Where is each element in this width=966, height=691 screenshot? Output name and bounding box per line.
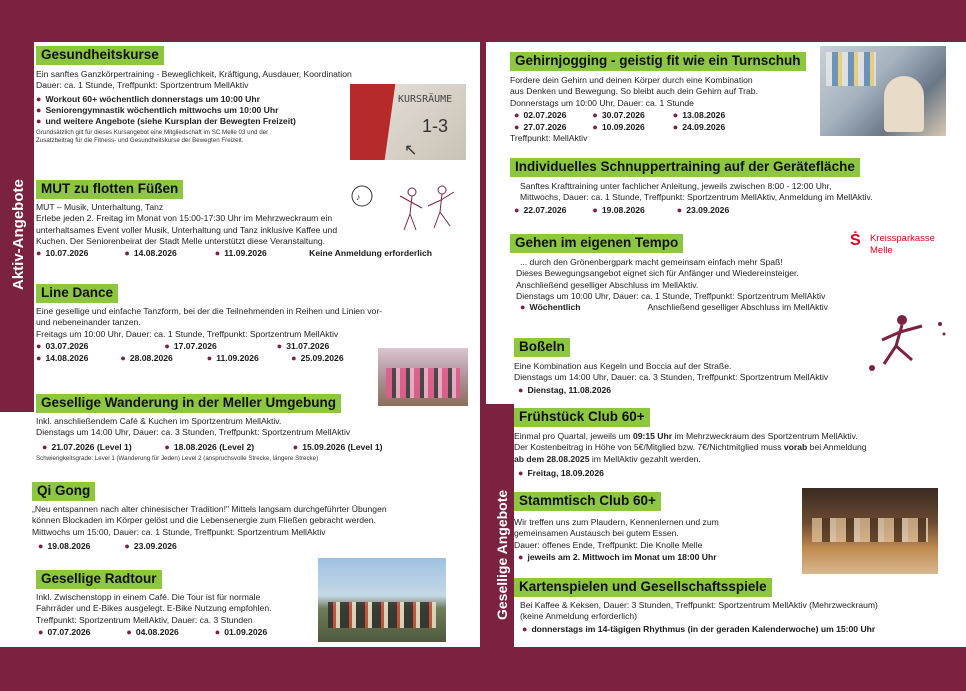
- fine-print: Schwierigkeitsgrade: Level 1 (Wanderung für Jeden) Level 2 (anspruchsvolle Strecke, längere Strecke): [36, 454, 319, 462]
- sparkasse-icon: Ṡ: [850, 232, 861, 249]
- list-item-label: und weitere Angebote (siehe Kursplan der Bewegten Freizeit): [45, 116, 296, 127]
- date-list: ● 21.07.2026 (Level 1) ● 18.08.2026 (Level 2) ● 15.09.2026 (Level 1): [42, 441, 383, 452]
- desc: Treffpunkt: Sportzentrum MellAktiv, Dauer: ca. 3 Stunden: [36, 614, 253, 625]
- sparkasse-name: Kreissparkasse: [870, 233, 935, 244]
- desc: Inkl. anschließendem Café & Kuchen im Sportzentrum MellAktiv.: [36, 416, 282, 426]
- date: 13.08.2026: [682, 109, 726, 120]
- desc: unterhaltsames Event voller Musik, Unterhaltung und Tanz inklusive Kaffee und: [36, 224, 338, 235]
- desc: Eine Kombination aus Kegeln und Boccia auf der Straße.: [514, 361, 732, 371]
- date: 02.07.2026: [523, 109, 567, 120]
- section-schnuppertraining: [510, 158, 960, 216]
- date: 18.08.2026 (Level 2): [173, 441, 255, 452]
- desc: und nebeneinander tanzen.: [36, 317, 141, 328]
- section-wanderung: [36, 394, 476, 463]
- date: Dienstag, 11.08.2026: [527, 384, 612, 395]
- date-list: ● 10.07.2026 ● 14.08.2026 ● 11.09.2026 Keine Anmeldung erforderlich: [36, 248, 433, 259]
- date: 01.09.2026: [224, 626, 268, 637]
- aktiv-sidebar-label: Aktiv-Angebote: [10, 179, 27, 290]
- list-item: ● und weitere Angebote (siehe Kursplan der Bewegten Freizeit): [36, 116, 296, 127]
- desc: können Blockaden im Körper gelöst und die Lebensenergie zum Fließen gebracht werden.: [32, 515, 376, 526]
- desc: Eine gesellige und einfache Tanzform, bei der die Teilnehmenden in Reihen und Linien vor-: [36, 306, 383, 316]
- date-list: ● 22.07.2026 ● 19.08.2026 ● 23.09.2026: [514, 204, 730, 215]
- date: 15.09.2026 (Level 1): [302, 441, 383, 452]
- svg-text:♪: ♪: [356, 192, 361, 202]
- section-title: Stammtisch Club 60+: [514, 492, 661, 511]
- section-title: Frühstück Club 60+: [514, 408, 650, 427]
- list-item: ● Seniorengymnastik wöchentlich mittwochs um 10:00 Uhr: [36, 104, 279, 115]
- desc: Bei Kaffee & Keksen, Dauer: 3 Stunden, Treffpunkt: Sportzentrum MellAktiv (Mehrzweckraum): [520, 600, 878, 610]
- desc: Ein sanftes Ganzkörpertraining - Beweglichkeit, Kräftigung, Ausdauer, Koordination: [36, 69, 352, 79]
- date: 11.09.2026: [216, 352, 259, 363]
- kursraeume-photo: [350, 84, 466, 160]
- desc-part: im MellAktiv gezahlt werden.: [589, 453, 701, 464]
- radtour-photo: [318, 558, 446, 642]
- date-list: ● 02.07.2026 ● 30.07.2026 ● 13.08.2026: [514, 109, 726, 120]
- date-list: ● Freitag, 18.09.2026: [518, 467, 604, 478]
- desc: aus Denken und Bewegung. So bleibt auch dein Gehirn auf Trab.: [510, 86, 758, 97]
- section-qi-gong: [32, 482, 476, 552]
- desc-part: im Mehrzweckraum des Sportzentrum MellAktiv.: [672, 431, 858, 441]
- desc: Erlebe jeden 2. Freitag im Monat von 15:00-17:30 Uhr im Mehrzweckraum ein: [36, 213, 333, 224]
- date: 30.07.2026: [601, 109, 645, 120]
- desc-part: Der Kostenbeitrag in Höhe von 5€/Mitglied bzw. 7€/Nichtmitglied muss: [514, 442, 784, 453]
- desc-part: bei Anmeldung: [807, 442, 867, 453]
- section-title: Boßeln: [514, 338, 570, 357]
- desc: (keine Anmeldung erforderlich): [520, 611, 638, 622]
- date: 07.07.2026: [47, 626, 91, 637]
- date: 19.08.2026: [47, 540, 91, 551]
- section-radtour: [36, 570, 336, 638]
- desc: gemeinsamen Austausch bei gutem Essen.: [514, 528, 679, 539]
- date: 28.08.2026: [129, 352, 173, 363]
- desc: Treffpunkt: MellAktiv: [510, 132, 588, 143]
- date: 21.07.2026 (Level 1): [51, 441, 132, 452]
- section-gehirnjogging: [510, 52, 820, 144]
- sparkasse-city: Melle: [870, 245, 893, 256]
- desc: Dienstags um 10:00 Uhr, Dauer: ca. 1 Stunde, Treffpunkt: Sportzentrum MellAktiv: [516, 290, 826, 301]
- aktiv-sidebar: [0, 42, 34, 412]
- desc-part: Einmal pro Quartal, jeweils um: [514, 431, 633, 441]
- date: 14.08.2026: [45, 352, 89, 363]
- desc: [514, 442, 964, 453]
- gesellige-sidebar-label: Gesellige Angebote: [494, 489, 510, 620]
- desc: Kuchen. Der Seniorenbeirat der Stadt Melle unterstützt diese Veranstaltung.: [36, 235, 326, 246]
- desc: Donnerstags um 10:00 Uhr, Dauer: ca. 1 Stunde: [510, 97, 694, 108]
- bosseln-figure-icon: [862, 310, 950, 376]
- desc: Fordere dein Gehirn und deinen Körper durch eine Kombination: [510, 75, 753, 85]
- sparkasse-logo: [850, 230, 960, 258]
- list-item: ● Wöchentlich Anschließend geselliger Abschluss im MellAktiv: [520, 302, 828, 313]
- arrow-icon: ↖: [404, 142, 418, 159]
- date: 17.07.2026: [173, 340, 217, 351]
- left-page: [0, 42, 480, 647]
- date-list: ● 19.08.2026 ● 23.09.2026: [38, 540, 177, 551]
- desc: [514, 431, 964, 442]
- left-accent-bar: [0, 386, 34, 402]
- section-title: Gesellige Wanderung in der Meller Umgebung: [36, 394, 341, 413]
- section-title: MUT zu flotten Füßen: [36, 180, 183, 199]
- date: 04.08.2026: [135, 626, 179, 637]
- photo-sign-text: KURSRÄUME: [398, 94, 453, 105]
- date-list: ● 14.08.2026 ● 28.08.2026 ● 11.09.2026 ● 25.09.2026: [36, 352, 344, 363]
- desc-part: vorab: [783, 442, 808, 453]
- date-list: ● 03.07.2026 ● 17.07.2026 ● 31.07.2026: [36, 340, 330, 351]
- section-fruehstueck: [514, 408, 964, 479]
- list-item-label: Seniorengymnastik wöchentlich mittwochs um 10:00 Uhr: [45, 104, 279, 115]
- fine-print: Grundsätzlich gilt für dieses Kursangebot eine Mitgliedschaft im SC Melle 03 und der: [36, 129, 269, 137]
- list-item-note: Anschließend geselliger Abschluss im MellAktiv: [647, 302, 828, 313]
- desc: Dienstags um 14:00 Uhr, Dauer: ca. 3 Stunden, Treffpunkt: Sportzentrum MellAktiv: [514, 372, 829, 383]
- note: Keine Anmeldung erforderlich: [309, 248, 433, 259]
- desc-part: 09:15 Uhr: [632, 431, 673, 441]
- date: 03.07.2026: [45, 340, 89, 351]
- desc: Sanftes Krafttraining unter fachlicher Anleitung, jeweils zwischen 8:00 - 12:00 Uhr,: [520, 181, 832, 191]
- desc: ... durch den Grönenbergpark macht gemeinsam einfach mehr Spaß!: [520, 257, 783, 267]
- desc: Dauer: ca. 1 Stunde, Treffpunkt: Sportzentrum MellAktiv: [36, 80, 249, 91]
- section-title: Gehen im eigenen Tempo: [510, 234, 683, 253]
- gesellige-sidebar: [486, 404, 514, 647]
- date: 14.08.2026: [133, 248, 177, 259]
- fine-print: Zusatzbeitrag für die Fitness- und Gesundheitskurse der Bewegten Freizeit.: [36, 137, 244, 145]
- section-title: Qi Gong: [32, 482, 95, 501]
- list-item: ● donnerstags im 14-tägigen Rhythmus (in der geraden Kalenderwoche) um 15:00 Uhr: [522, 623, 876, 634]
- list-item: ● jeweils am 2. Mittwoch im Monat um 18:00 Uhr: [518, 551, 717, 562]
- date: 24.09.2026: [682, 121, 726, 132]
- desc: MUT – Musik, Unterhaltung, Tanz: [36, 202, 164, 212]
- list-item: ● Workout 60+ wöchentlich donnerstags um 10:00 Uhr: [36, 93, 260, 104]
- date: Freitag, 18.09.2026: [527, 467, 604, 478]
- desc: „Neu entspannen nach alter chinesischer Tradition!" Mittels langsam durchgeführter Übungen: [32, 504, 387, 514]
- date: 31.07.2026: [286, 340, 330, 351]
- section-title: Line Dance: [36, 284, 118, 303]
- desc: Dienstags um 14:00 Uhr, Dauer: ca. 3 Stunden, Treffpunkt: Sportzentrum MellAktiv: [36, 427, 351, 438]
- section-title: Gesellige Radtour: [36, 570, 162, 589]
- date: 22.07.2026: [523, 204, 567, 215]
- date-list: ● 07.07.2026 ● 04.08.2026 ● 01.09.2026: [38, 626, 268, 637]
- date: 27.07.2026: [523, 121, 567, 132]
- desc: Mittwochs um 15:00, Dauer: ca. 1 Stunde, Treffpunkt: Sportzentrum MellAktiv: [32, 526, 326, 537]
- desc: Fahrräder und E-Bikes ausgelegt. E-Bike Nutzung empfohlen.: [36, 603, 272, 614]
- desc: [514, 454, 964, 465]
- date-list: ● Dienstag, 11.08.2026: [518, 384, 612, 395]
- desc-part: ab dem 28.08.2025: [514, 453, 590, 464]
- desc: Freitags um 10:00 Uhr, Dauer: ca. 1 Stunde, Treffpunkt: Sportzentrum MellAktiv: [36, 328, 339, 339]
- desc: Dauer: offenes Ende, Treffpunkt: Die Knolle Melle: [514, 539, 703, 550]
- desc: Dieses Bewegungsangebot eignet sich für Anfänger und Wiedereinsteiger.: [516, 268, 799, 279]
- desc: Anschließend geselliger Abschluss im MellAktiv.: [516, 279, 699, 290]
- date: 23.09.2026: [133, 540, 177, 551]
- section-title: Gehirnjogging - geistig fit wie ein Turnschuh: [510, 52, 806, 71]
- date: 11.09.2026: [224, 248, 267, 259]
- section-stammtisch: [514, 492, 804, 563]
- photo-sign-number: 1-3: [422, 116, 449, 136]
- date: 19.08.2026: [601, 204, 645, 215]
- stammtisch-photo: [802, 488, 938, 574]
- list-item-label: Wöchentlich: [529, 302, 581, 313]
- section-title: Individuelles Schnuppertraining auf der Gerätefläche: [510, 158, 860, 177]
- desc: Inkl. Zwischenstopp in einem Café. Die Tour ist für normale: [36, 592, 261, 602]
- section-kartenspielen: [514, 578, 966, 635]
- date: 10.07.2026: [45, 248, 89, 259]
- list-item-label: donnerstags im 14-tägigen Rhythmus (in der geraden Kalenderwoche) um 15:00 Uhr: [531, 623, 876, 634]
- list-item-label: jeweils am 2. Mittwoch im Monat um 18:00 Uhr: [527, 551, 717, 562]
- dancing-figures-icon: [350, 182, 462, 238]
- desc: Mittwochs, Dauer: ca. 1 Stunde, Treffpunkt: Sportzentrum MellAktiv, Anmeldung im MellAktiv.: [520, 192, 873, 203]
- desc: Wir treffen uns zum Plaudern, Kennenlernen und zum: [514, 517, 719, 527]
- date: 23.09.2026: [686, 204, 730, 215]
- date-list: ● 27.07.2026 ● 10.09.2026 ● 24.09.2026: [514, 121, 726, 132]
- gehirnjogging-photo: [820, 46, 946, 136]
- date: 10.09.2026: [601, 121, 645, 132]
- right-page: [486, 42, 966, 647]
- section-title: Kartenspielen und Gesellschaftsspiele: [514, 578, 772, 597]
- list-item-label: Workout 60+ wöchentlich donnerstags um 10:00 Uhr: [45, 93, 260, 104]
- section-title: Gesundheitskurse: [36, 46, 164, 65]
- date: 25.09.2026: [300, 352, 344, 363]
